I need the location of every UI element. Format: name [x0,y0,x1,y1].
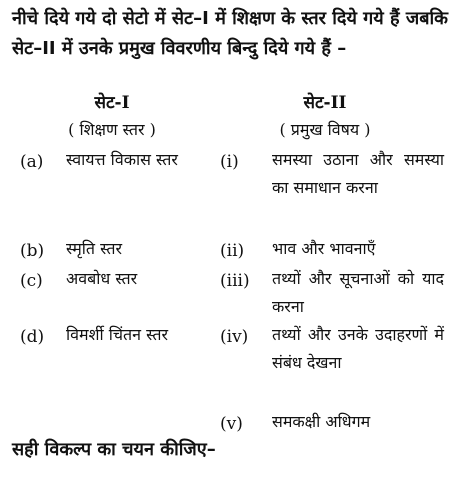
set1-item-a-text: स्वायत्त विकास स्तर [66,150,178,169]
set2-item-v-text: समकक्षी अधिगम [272,412,371,431]
set2-item-ii-label: (ii) [220,241,245,261]
set1-item-d-label: (d) [20,327,45,347]
set2-heading-word: सेट- [303,93,331,113]
set1-item-b-label: (b) [20,241,45,261]
question-instruction: सही विकल्प का चयन कीजिए– [12,439,216,460]
set1-heading-roman: I [121,93,130,113]
set2-subtitle [240,119,410,141]
set2-close-paren: ) [364,120,371,139]
set1-heading-word: सेट- [94,93,122,113]
set2-item-i-text: समस्या उठाना और समस्या का समाधान करना [272,150,444,197]
set2-item-iii-label: (iii) [220,271,250,291]
set1-item-d-text: विमर्शी चिंतन स्तर [66,325,168,344]
set1-item-b-text: स्मृति स्तर [66,239,123,258]
set2-open-paren: ( [279,120,286,139]
set2-heading [265,92,385,114]
set1-item-c-text: अवबोध स्तर [66,269,138,288]
set2-item-ii-text: भाव और भावनाएँ [272,239,376,258]
set2-item-v-label: (v) [220,414,243,434]
set1-subtitle [30,119,194,141]
set2-item-iv-label: (iv) [220,327,249,347]
question-intro: नीचे दिये गये दो सेटो में सेट–I में शिक्षण के स्तर दिये गये हैं जबकि सेट–II में उनके प्रमुख विवरणीय बिन्दु दिये गये हैं – [12,8,448,59]
set2-heading-roman: II [330,93,347,113]
set1-heading [52,92,172,114]
set2-item-iii-text: तथ्यों और सूचनाओं को याद करना [272,269,444,316]
set1-open-paren: ( [68,120,75,139]
set2-subtitle-text: प्रमुख विषय [290,120,360,139]
set1-item-a-label: (a) [20,152,44,172]
set1-close-paren: ) [149,120,156,139]
set1-subtitle-text: शिक्षण स्तर [79,120,145,139]
set2-item-iv-text: तथ्यों और उनके उदाहरणों में संबंध देखना [272,325,444,372]
set1-item-c-label: (c) [20,271,43,291]
set2-item-i-label: (i) [220,152,239,172]
